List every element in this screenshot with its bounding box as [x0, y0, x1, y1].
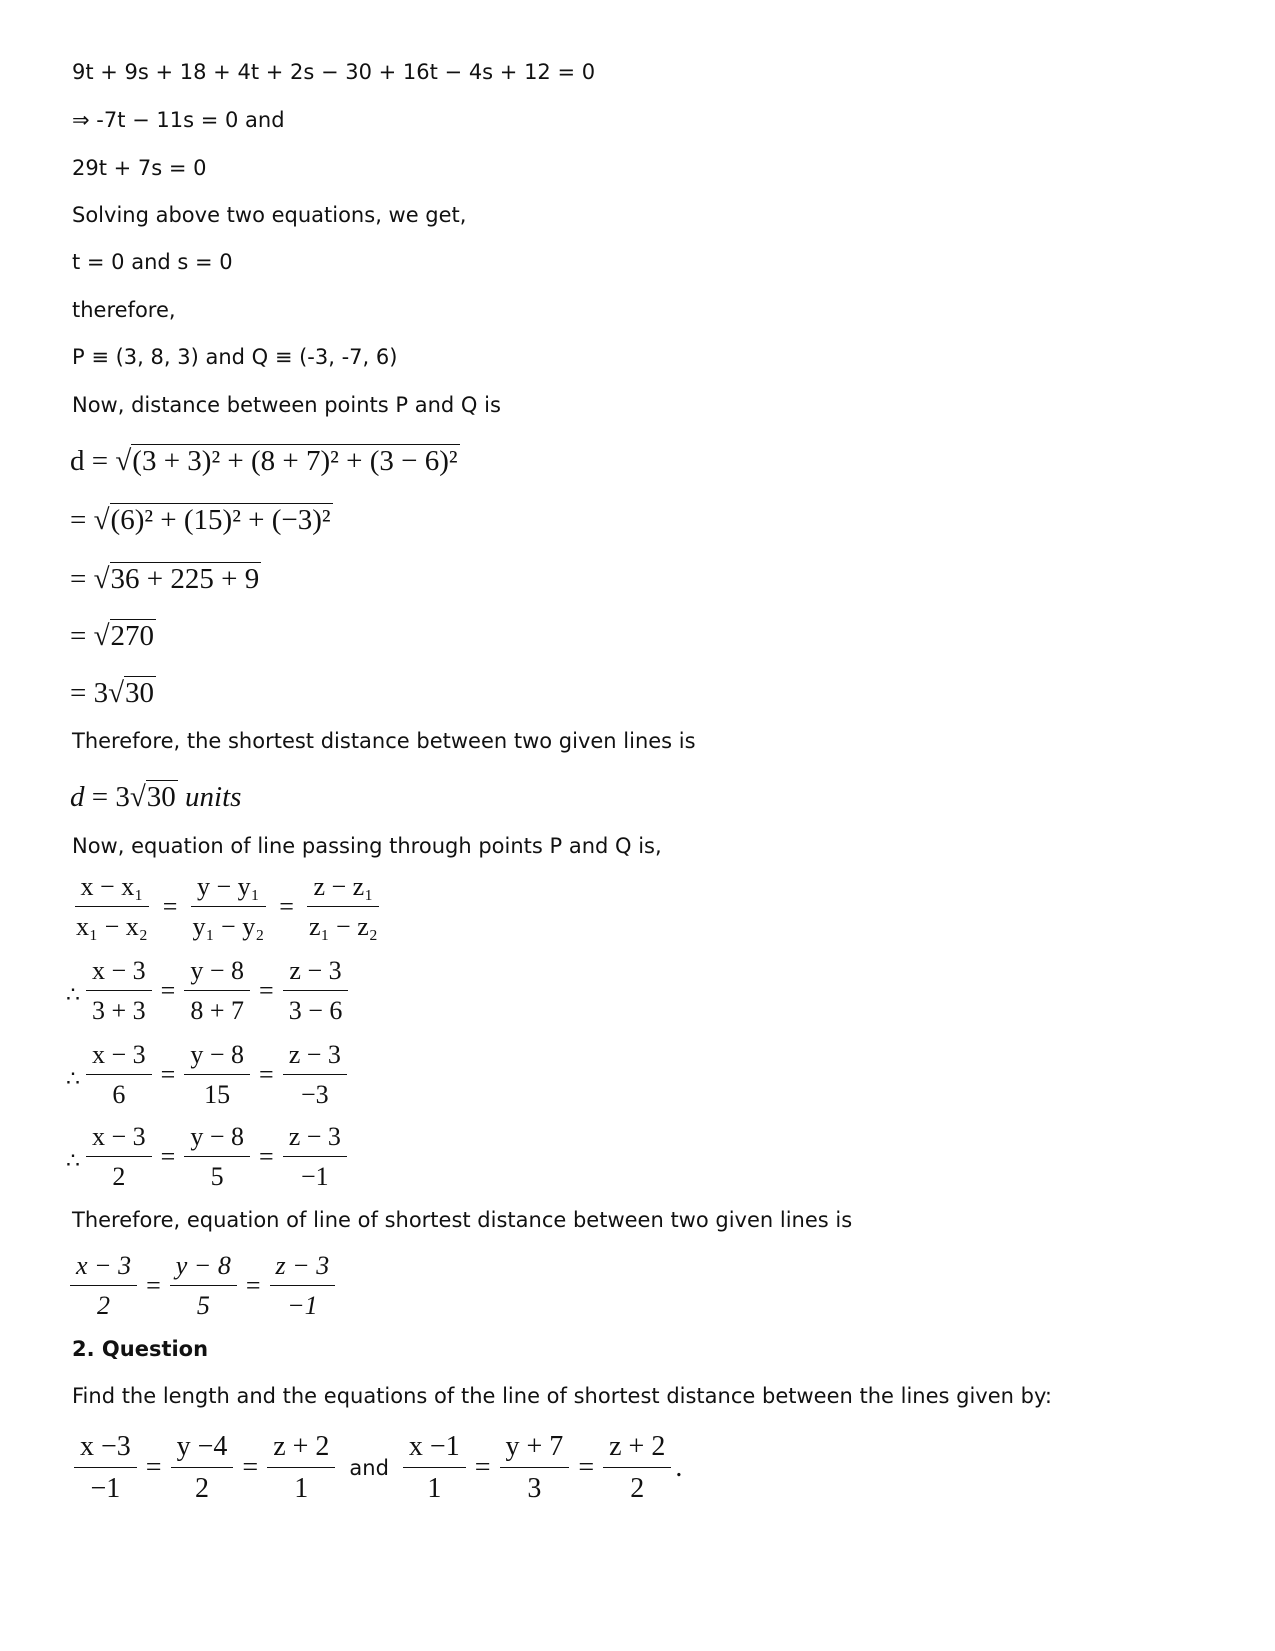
- square-root: [130, 780, 178, 812]
- square-root: [94, 562, 262, 594]
- fraction: [86, 958, 152, 1024]
- radical-sign: √: [129, 781, 146, 813]
- math-text: d: [70, 781, 85, 813]
- fraction: [184, 1042, 250, 1108]
- distance-step-1: [70, 444, 460, 476]
- fraction-numerator: x −1: [403, 1433, 466, 1468]
- math-text: = 3: [70, 677, 109, 709]
- fraction: [70, 1253, 137, 1319]
- fraction-equation-final: [66, 1253, 339, 1319]
- fraction-denominator: −1: [90, 1473, 121, 1504]
- math-text: d =: [70, 445, 116, 477]
- fraction-denominator: z₁ − z₂: [308, 912, 378, 941]
- fraction-numerator: z − 3: [283, 958, 347, 991]
- radical-sign: √: [93, 504, 110, 536]
- math-text: =: [70, 563, 94, 595]
- fraction-equation-step3: [66, 1124, 351, 1190]
- fraction-denominator: 3: [527, 1473, 542, 1504]
- fraction: [283, 958, 349, 1024]
- fraction-denominator: 2: [630, 1473, 645, 1504]
- text-line: Therefore, the shortest distance between two given lines is: [72, 729, 696, 753]
- equals-sign: =: [259, 1142, 274, 1171]
- text-line: therefore,: [72, 298, 176, 322]
- square-root: [108, 676, 156, 708]
- equals-sign: =: [160, 1142, 176, 1171]
- equals-sign: =: [160, 976, 176, 1005]
- radical-sign: √: [115, 445, 132, 477]
- fraction-numerator: z − 3: [270, 1253, 336, 1286]
- equals-sign: =: [259, 976, 274, 1005]
- math-text: units: [177, 781, 242, 813]
- fraction-numerator: x − 3: [86, 1042, 152, 1075]
- fraction-numerator: z + 2: [267, 1433, 335, 1468]
- radicand: 270: [110, 620, 155, 652]
- text-line: t = 0 and s = 0: [72, 250, 233, 274]
- fraction-denominator: 6: [112, 1080, 126, 1109]
- fraction-denominator: 1: [427, 1473, 442, 1504]
- equals-sign: =: [474, 1452, 491, 1483]
- fraction-numerator: y + 7: [500, 1433, 570, 1468]
- fraction-numerator: y − 8: [184, 1042, 250, 1075]
- math-text: =: [70, 620, 94, 652]
- text-line: 29t + 7s = 0: [72, 156, 207, 180]
- text-line: Solving above two equations, we get,: [72, 203, 467, 227]
- radical-sign: √: [93, 563, 110, 595]
- fraction-denominator: −1: [300, 1162, 329, 1191]
- text-line: Therefore, equation of line of shortest distance between two given lines is: [72, 1208, 853, 1232]
- fraction: [186, 874, 270, 940]
- text-line: Now, equation of line passing through points P and Q is,: [72, 834, 662, 858]
- text-line: 9t + 9s + 18 + 4t + 2s − 30 + 16t − 4s + 12 = 0: [72, 60, 596, 84]
- fraction-denominator: 3 − 6: [288, 996, 343, 1025]
- fraction-numerator: x − 3: [86, 958, 152, 991]
- fraction: [86, 1124, 152, 1190]
- fraction-numerator: y − 8: [184, 958, 250, 991]
- fraction: [170, 1253, 237, 1319]
- fraction-numerator: z − z₁: [307, 874, 379, 907]
- fraction-equation-general: [66, 874, 388, 940]
- fraction-denominator: 2: [112, 1162, 126, 1191]
- therefore-symbol: ∴: [66, 1066, 80, 1091]
- fraction: [184, 958, 250, 1024]
- radicand: 30: [125, 677, 155, 709]
- equals-sign: =: [242, 1452, 259, 1483]
- text-line: ⇒ -7t − 11s = 0 and: [72, 108, 285, 132]
- fraction-denominator: 2: [97, 1291, 111, 1320]
- radical-sign: √: [93, 620, 110, 652]
- therefore-symbol: ∴: [66, 982, 80, 1007]
- text-line: Now, distance between points P and Q is: [72, 393, 501, 417]
- fraction: [86, 1042, 152, 1108]
- distance-step-2: [70, 503, 333, 535]
- fraction-numerator: y − 8: [184, 1124, 250, 1157]
- equals-sign: =: [578, 1452, 595, 1483]
- equals-sign: =: [146, 1271, 161, 1300]
- equals-sign: =: [145, 1452, 162, 1483]
- distance-step-3: [70, 562, 261, 594]
- fraction-denominator: 5: [196, 1291, 210, 1320]
- question-lines-equation: $\frac{x -3}{-1}$ = $\frac{y -4}{2}$ = $\frac{z + 2}{1}$ and $\frac{x -1}{1}$ = $\frac{y + 7}{3}$ = $\frac{z + 2}{2}$ .: [70, 1433, 682, 1503]
- fraction-denominator: y₁ − y₂: [192, 912, 265, 941]
- radicand: (3 + 3)² + (8 + 7)² + (3 − 6)²: [132, 445, 458, 477]
- fraction: [267, 1433, 335, 1503]
- fraction-numerator: x − 3: [70, 1253, 137, 1286]
- fraction: [171, 1433, 234, 1503]
- radicand: (6)² + (15)² + (−3)²: [110, 504, 331, 536]
- fraction-denominator: −1: [287, 1291, 318, 1320]
- question-heading: 2. Question: [72, 1337, 209, 1361]
- fraction-denominator: −3: [300, 1080, 329, 1109]
- equals-sign: =: [245, 1271, 261, 1300]
- fraction: [283, 1124, 347, 1190]
- and-word: and: [349, 1455, 389, 1480]
- distance-step-5: [70, 676, 156, 708]
- equals-sign: =: [162, 892, 178, 921]
- fraction-numerator: z − 3: [283, 1124, 347, 1157]
- fraction: [70, 874, 154, 940]
- therefore-symbol: ∴: [66, 1148, 80, 1173]
- fraction: [603, 1433, 671, 1503]
- fraction-numerator: z + 2: [603, 1433, 671, 1468]
- fraction: [283, 1042, 347, 1108]
- fraction: [184, 1124, 250, 1190]
- equals-sign: =: [259, 1060, 274, 1089]
- fraction-denominator: 2: [194, 1473, 209, 1504]
- distance-result: [70, 780, 241, 812]
- equals-sign: =: [279, 892, 294, 921]
- fraction: [270, 1253, 336, 1319]
- equals-sign: =: [160, 1060, 176, 1089]
- text-line: P ≡ (3, 8, 3) and Q ≡ (-3, -7, 6): [72, 345, 398, 369]
- square-root: [115, 444, 459, 476]
- fraction-denominator: 5: [210, 1162, 224, 1191]
- fraction-denominator: 8 + 7: [190, 996, 245, 1025]
- fraction-numerator: y − 8: [170, 1253, 237, 1286]
- fraction-numerator: y − y₁: [191, 874, 266, 907]
- fraction-numerator: x − x₁: [75, 874, 150, 907]
- fraction-numerator: y −4: [171, 1433, 234, 1468]
- square-root: [94, 503, 333, 535]
- fraction: [74, 1433, 137, 1503]
- fraction-numerator: z − 3: [283, 1042, 347, 1075]
- square-root: [94, 619, 156, 651]
- question-text: Find the length and the equations of the line of shortest distance between the lines given by:: [72, 1384, 1052, 1408]
- fraction-equation-step2: [66, 1042, 351, 1108]
- math-text: = 3: [84, 781, 130, 813]
- radical-sign: √: [108, 677, 125, 709]
- fraction-denominator: 15: [204, 1080, 231, 1109]
- fraction-denominator: 3 + 3: [92, 996, 146, 1025]
- radicand: 36 + 225 + 9: [110, 563, 260, 595]
- fraction-denominator: x₁ − x₂: [76, 912, 148, 941]
- math-text: =: [70, 504, 94, 536]
- fraction-equation-step1: [66, 958, 352, 1024]
- fraction: [403, 1433, 466, 1503]
- distance-step-4: [70, 619, 156, 651]
- fraction: [303, 874, 384, 940]
- fraction: [500, 1433, 570, 1503]
- radicand: 30: [146, 781, 176, 813]
- fraction-numerator: x − 3: [86, 1124, 152, 1157]
- fraction-numerator: x −3: [74, 1433, 137, 1468]
- fraction-denominator: 1: [294, 1473, 309, 1504]
